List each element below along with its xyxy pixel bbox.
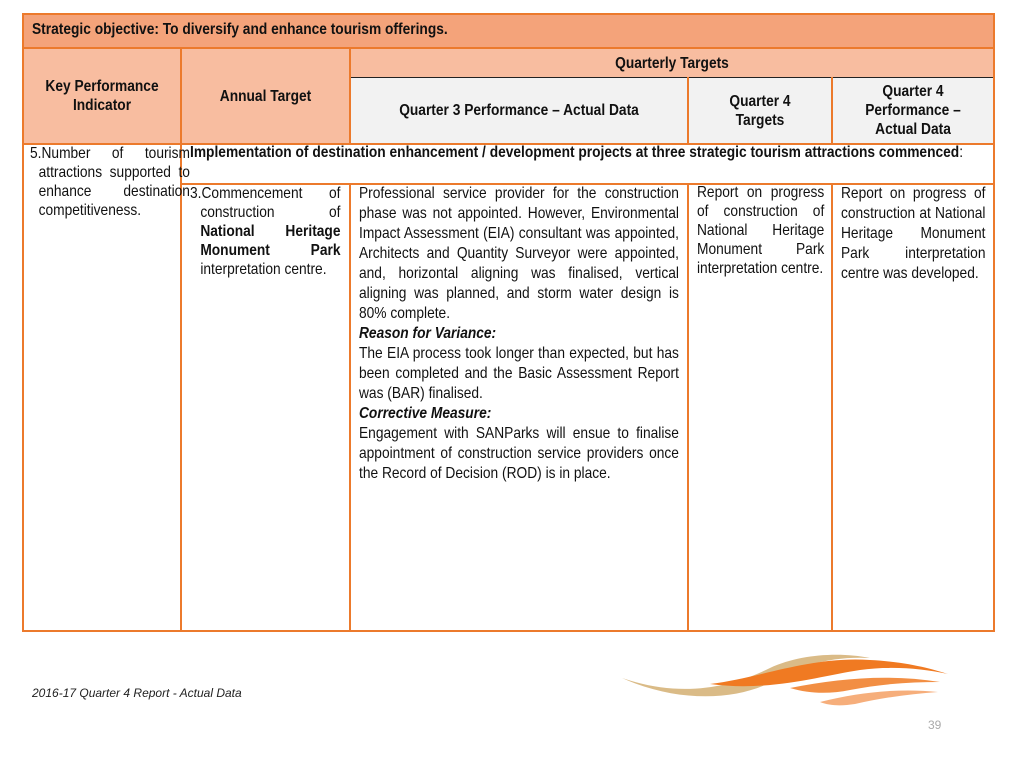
q3-performance-header — [351, 78, 687, 143]
q4-target-text: Report on progress of construction of National Heritage Monument Park interpretation centre. — [697, 184, 825, 277]
q4-targets-header-label: Quarter 4 Targets — [729, 92, 791, 129]
performance-table — [22, 13, 995, 632]
quarterly-targets-header-label: Quarterly Targets — [615, 54, 729, 72]
q4-performance-header — [833, 78, 993, 143]
q4-performance-cell — [841, 184, 995, 284]
quarterly-targets-header — [351, 49, 993, 77]
annual-target-header-label: Annual Target — [219, 87, 312, 105]
kpi-text: 5.Number of tourism attractions supported to enhance destination competitiveness. — [30, 145, 190, 219]
strategic-objective-text: Strategic objective: To diversify and enhance tourism offerings. — [32, 21, 448, 38]
annual-target-bold: National Heritage Monument Park — [200, 223, 341, 259]
implementation-colon: : — [959, 144, 964, 161]
implementation-heading: Implementation of destination enhancement / development projects at three strategic tourism attractions commenced — [190, 144, 960, 161]
swoosh-logo — [620, 648, 950, 708]
swoosh-orange-stroke-3 — [820, 690, 938, 705]
page-number: 39 — [928, 718, 942, 732]
q3-corrective-text: Engagement with SANParks will ensue to finalise appointment of construction service providers once the Record of Decision (ROD) is in place. — [359, 425, 679, 482]
q3-performance-text: Professional service provider for the construction phase was not appointed. However, Environmental Impact Assessment (EIA) consultant was appointed, Architects and Quantity Surveyor were appointed, and, horizontal aligning was finalised, vertical aligning was planned, and storm water design is 80% complete. — [359, 185, 679, 322]
annual-target-prefix: 3.Commencement of construction of — [190, 185, 341, 221]
implementation-heading-cell — [190, 143, 995, 162]
q3-performance-cell — [359, 184, 731, 484]
annual-target-suffix: interpretation centre. — [200, 261, 327, 278]
annual-target-cell — [190, 184, 365, 279]
q4-target-cell — [697, 183, 845, 278]
q3-variance-text: The EIA process took longer than expected, but has been completed and the Basic Assessment Report was (BAR) finalised. — [359, 345, 679, 402]
swoosh-orange-stroke-2 — [790, 678, 940, 693]
q3-variance-label: Reason for Variance: — [359, 325, 497, 342]
q3-performance-header-label: Quarter 3 Performance – Actual Data — [399, 102, 639, 119]
annual-target-header — [182, 49, 349, 143]
q4-performance-text: Report on progress of construction at National Heritage Monument Park interpretation centre was developed. — [841, 185, 986, 282]
footer-note: 2016-17 Quarter 4 Report - Actual Data — [32, 686, 242, 700]
q4-targets-header — [689, 78, 831, 143]
strategic-objective-cell — [24, 15, 993, 47]
kpi-header-label: Key Performance Indicator — [45, 78, 159, 114]
q4-performance-header-label: Quarter 4 Performance – Actual Data — [865, 83, 961, 138]
kpi-cell — [30, 144, 216, 220]
kpi-header — [24, 49, 180, 143]
q3-corrective-label: Corrective Measure: — [359, 405, 492, 422]
